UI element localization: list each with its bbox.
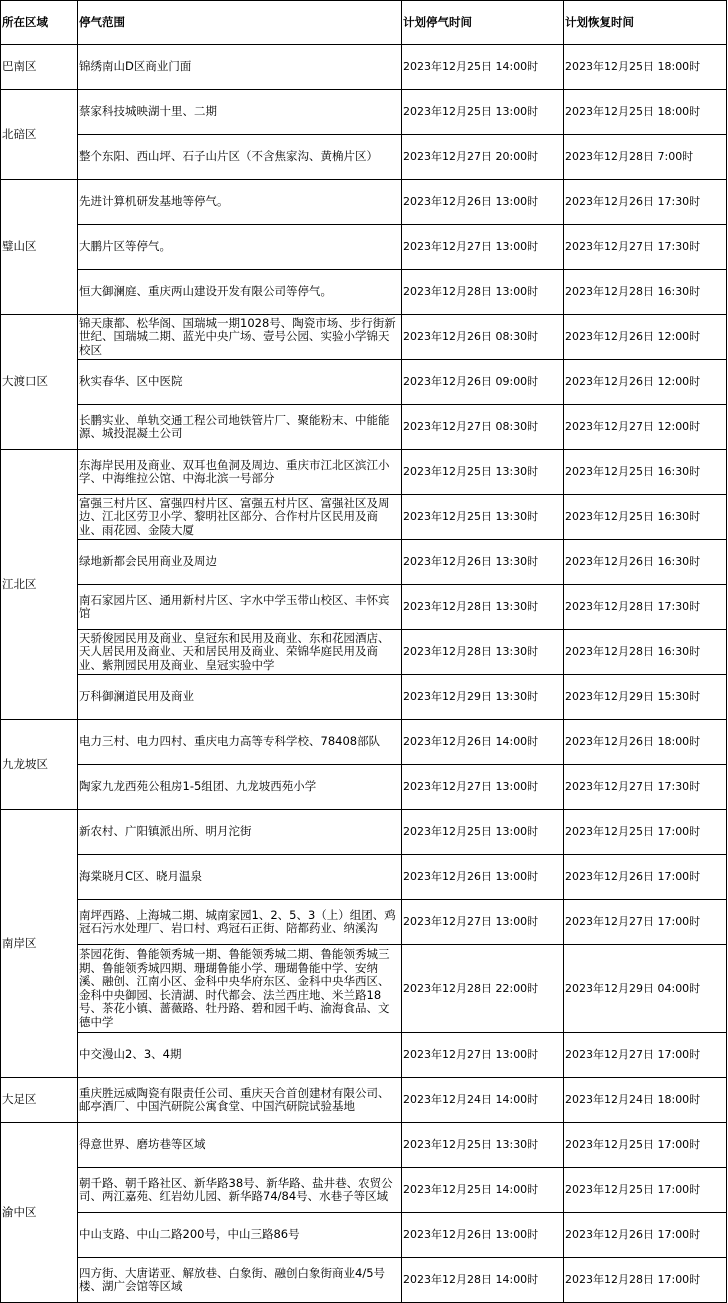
header-resume-time: 计划恢复时间: [564, 1, 727, 45]
table-row: [1, 675, 727, 720]
stop-time-cell: 2023年12月26日 13:00时: [402, 855, 564, 900]
table-row: [1, 405, 727, 450]
table-row: [1, 765, 727, 810]
resume-time-cell: 2023年12月25日 18:00时: [564, 45, 727, 90]
header-stop-time: 计划停气时间: [402, 1, 564, 45]
scope-cell: 整个东阳、西山坪、石子山片区（不含焦家沟、黄桷片区）: [78, 135, 402, 180]
table-body: [1, 45, 727, 1303]
district-cell: 璧山区: [1, 180, 78, 315]
table-row: [1, 495, 727, 540]
stop-time-cell: 2023年12月26日 13:00时: [402, 1213, 564, 1258]
resume-time-cell: 2023年12月28日 16:30时: [564, 270, 727, 315]
scope-cell: 恒大御澜庭、重庆两山建设开发有限公司等停气。: [78, 270, 402, 315]
stop-time-cell: 2023年12月25日 13:00时: [402, 90, 564, 135]
stop-time-cell: 2023年12月25日 13:30时: [402, 450, 564, 495]
stop-time-cell: 2023年12月26日 13:30时: [402, 540, 564, 585]
table-row: [1, 1078, 727, 1123]
resume-time-cell: 2023年12月29日 04:00时: [564, 945, 727, 1033]
scope-cell: 电力三村、电力四村、重庆电力高等专科学校、78408部队: [78, 720, 402, 765]
table-row: [1, 540, 727, 585]
stop-time-cell: 2023年12月26日 09:00时: [402, 360, 564, 405]
scope-cell: 四方街、大唐诺亚、解放巷、白象街、融创白象街商业4/5号楼、湖广会馆等区域: [78, 1258, 402, 1303]
stop-time-cell: 2023年12月26日 14:00时: [402, 720, 564, 765]
stop-time-cell: 2023年12月28日 14:00时: [402, 1258, 564, 1303]
stop-time-cell: 2023年12月28日 13:30时: [402, 630, 564, 675]
resume-time-cell: 2023年12月26日 17:00时: [564, 855, 727, 900]
resume-time-cell: 2023年12月26日 17:00时: [564, 1213, 727, 1258]
scope-cell: 中山支路、中山二路200号，中山三路86号: [78, 1213, 402, 1258]
district-cell: 巴南区: [1, 45, 78, 90]
stop-time-cell: 2023年12月27日 13:00时: [402, 225, 564, 270]
scope-cell: 南坪西路、上海城二期、城南家园1、2、5、3（上）组团、鸡冠石污水处理厂、岩口村、鸡冠石正街、陪都药业、纳溪沟: [78, 900, 402, 945]
scope-cell: 长鹏实业、单轨交通工程公司地铁管片厂、聚能粉末、中能能源、城投混凝土公司: [78, 405, 402, 450]
stop-time-cell: 2023年12月25日 13:00时: [402, 810, 564, 855]
scope-cell: 万科御澜道民用及商业: [78, 675, 402, 720]
scope-cell: 重庆胜远威陶瓷有限责任公司、重庆天合首创建材有限公司、邮亭酒厂、中国汽研院公寓食堂、中国汽研院试验基地: [78, 1078, 402, 1123]
table-row: [1, 945, 727, 1033]
table-row: [1, 810, 727, 855]
stop-time-cell: 2023年12月25日 14:00时: [402, 1168, 564, 1213]
resume-time-cell: 2023年12月29日 15:30时: [564, 675, 727, 720]
resume-time-cell: 2023年12月26日 12:00时: [564, 315, 727, 360]
scope-cell: 绿地新都会民用商业及周边: [78, 540, 402, 585]
scope-cell: 中交漫山2、3、4期: [78, 1033, 402, 1078]
table-row: [1, 1123, 727, 1168]
district-cell: 渝中区: [1, 1123, 78, 1303]
resume-time-cell: 2023年12月25日 17:00时: [564, 1123, 727, 1168]
stop-time-cell: 2023年12月27日 13:00时: [402, 765, 564, 810]
scope-cell: 大鹏片区等停气。: [78, 225, 402, 270]
scope-cell: 朝千路、朝千路社区、新华路38号、新华路、盐井巷、农贸公司、两江嘉苑、红岩幼儿园、新华路74/84号、水巷子等区域: [78, 1168, 402, 1213]
stop-time-cell: 2023年12月27日 13:00时: [402, 900, 564, 945]
scope-cell: 天骄俊园民用及商业、皇冠东和民用及商业、东和花园酒店、天人居民用及商业、天和居民用及商业、荣锦华庭民用及商业、紫荆园民用及商业、皇冠实验中学: [78, 630, 402, 675]
stop-time-cell: 2023年12月26日 08:30时: [402, 315, 564, 360]
stop-time-cell: 2023年12月27日 13:00时: [402, 1033, 564, 1078]
scope-cell: 海棠晓月C区、晓月温泉: [78, 855, 402, 900]
table-row: [1, 900, 727, 945]
header-district: 所在区域: [1, 1, 78, 45]
district-cell: 江北区: [1, 450, 78, 720]
resume-time-cell: 2023年12月25日 17:00时: [564, 810, 727, 855]
resume-time-cell: 2023年12月28日 17:00时: [564, 1258, 727, 1303]
scope-cell: 锦绣南山D区商业门面: [78, 45, 402, 90]
stop-time-cell: 2023年12月25日 13:30时: [402, 1123, 564, 1168]
table-row: [1, 315, 727, 360]
table-row: [1, 135, 727, 180]
table-row: [1, 90, 727, 135]
resume-time-cell: 2023年12月28日 17:30时: [564, 585, 727, 630]
table-row: [1, 585, 727, 630]
scope-cell: 新农村、广阳镇派出所、明月沱街: [78, 810, 402, 855]
resume-time-cell: 2023年12月28日 7:00时: [564, 135, 727, 180]
table-row: [1, 1033, 727, 1078]
stop-time-cell: 2023年12月27日 08:30时: [402, 405, 564, 450]
table-row: [1, 1213, 727, 1258]
table-row: [1, 270, 727, 315]
table-row: [1, 360, 727, 405]
stop-time-cell: 2023年12月24日 14:00时: [402, 1078, 564, 1123]
district-cell: 大渡口区: [1, 315, 78, 450]
table-row: [1, 1258, 727, 1303]
scope-cell: 得意世界、磨坊巷等区域: [78, 1123, 402, 1168]
stop-time-cell: 2023年12月27日 20:00时: [402, 135, 564, 180]
table-row: [1, 1168, 727, 1213]
scope-cell: 东海岸民用及商业、双耳也鱼洞及周边、重庆市江北区滨江小学、中海维拉公馆、中海北滨一号部分: [78, 450, 402, 495]
scope-cell: 富强三村片区、富强四村片区、富强五村片区、富强社区及周边、江北区劳卫小学、黎明社区部分、合作村片区民用及商业、雨花园、金陵大厦: [78, 495, 402, 540]
scope-cell: 南石家园片区、通用新村片区、字水中学玉带山校区、丰怀宾馆: [78, 585, 402, 630]
table-row: [1, 45, 727, 90]
resume-time-cell: 2023年12月25日 16:30时: [564, 450, 727, 495]
resume-time-cell: 2023年12月27日 17:30时: [564, 225, 727, 270]
stop-time-cell: 2023年12月25日 13:30时: [402, 495, 564, 540]
table-row: [1, 225, 727, 270]
header-scope: 停气范围: [78, 1, 402, 45]
scope-cell: 锦天康都、松华阁、国瑞城一期1028号、陶瓷市场、步行街新世纪、国瑞城二期、蓝光中央广场、壹号公园、实验小学锦天校区: [78, 315, 402, 360]
stop-time-cell: 2023年12月28日 13:00时: [402, 270, 564, 315]
resume-time-cell: 2023年12月27日 17:30时: [564, 765, 727, 810]
table-row: [1, 630, 727, 675]
resume-time-cell: 2023年12月26日 12:00时: [564, 360, 727, 405]
district-cell: 九龙坡区: [1, 720, 78, 810]
resume-time-cell: 2023年12月26日 16:30时: [564, 540, 727, 585]
district-cell: 北碚区: [1, 90, 78, 180]
district-cell: 大足区: [1, 1078, 78, 1123]
scope-cell: 茶园花街、鲁能领秀城一期、鲁能领秀城二期、鲁能领秀城三期、鲁能领秀城四期、珊瑚鲁能小学、珊瑚鲁能中学、安纳溪、融创、江南小区、金科中央华府东区、金科中央华西区、金科中央御园、长清湖、时代都会、法兰西庄地、米兰路18号、茶花小镇、蔷薇路、牡丹路、碧和园千屿、渝海食品、文德中学: [78, 945, 402, 1033]
resume-time-cell: 2023年12月28日 16:30时: [564, 630, 727, 675]
header-row: [1, 1, 727, 45]
resume-time-cell: 2023年12月25日 17:00时: [564, 1168, 727, 1213]
resume-time-cell: 2023年12月26日 18:00时: [564, 720, 727, 765]
stop-time-cell: 2023年12月28日 22:00时: [402, 945, 564, 1033]
scope-cell: 陶家九龙西苑公租房1-5组团、九龙坡西苑小学: [78, 765, 402, 810]
resume-time-cell: 2023年12月25日 18:00时: [564, 90, 727, 135]
resume-time-cell: 2023年12月24日 18:00时: [564, 1078, 727, 1123]
resume-time-cell: 2023年12月25日 16:30时: [564, 495, 727, 540]
district-cell: 南岸区: [1, 810, 78, 1078]
resume-time-cell: 2023年12月27日 12:00时: [564, 405, 727, 450]
stop-time-cell: 2023年12月29日 13:30时: [402, 675, 564, 720]
stop-time-cell: 2023年12月25日 14:00时: [402, 45, 564, 90]
resume-time-cell: 2023年12月27日 17:00时: [564, 1033, 727, 1078]
stop-time-cell: 2023年12月28日 13:30时: [402, 585, 564, 630]
scope-cell: 蔡家科技城映湖十里、二期: [78, 90, 402, 135]
table-row: [1, 720, 727, 765]
resume-time-cell: 2023年12月27日 17:00时: [564, 900, 727, 945]
table-row: [1, 855, 727, 900]
table-row: [1, 180, 727, 225]
table-row: [1, 450, 727, 495]
scope-cell: 先进计算机研发基地等停气。: [78, 180, 402, 225]
scope-cell: 秋实春华、区中医院: [78, 360, 402, 405]
stop-time-cell: 2023年12月26日 13:00时: [402, 180, 564, 225]
resume-time-cell: 2023年12月26日 17:30时: [564, 180, 727, 225]
